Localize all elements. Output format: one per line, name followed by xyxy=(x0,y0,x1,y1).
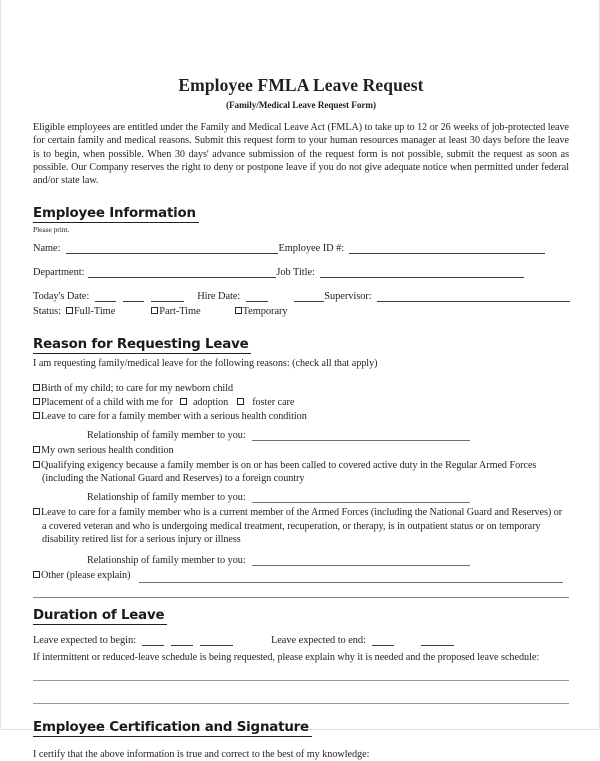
input-hire-date[interactable] xyxy=(246,290,268,302)
row-leave-dates xyxy=(33,634,569,646)
label-todays-date: Today's Date: xyxy=(33,291,90,303)
label-relationship-2: Relationship of family member to you: xyxy=(87,492,246,504)
reason-instruction: I am requesting family/medical leave for the following reasons: (check all that apply) xyxy=(33,358,378,370)
label-status-full-time: Full-Time xyxy=(73,306,116,318)
reason-option-military-caregiver xyxy=(33,506,569,546)
checkbox-reason-foster-care[interactable] xyxy=(237,398,244,405)
label-status-temporary: Temporary xyxy=(242,306,288,318)
input-relationship-3[interactable] xyxy=(252,554,470,566)
input-leave-end-year[interactable] xyxy=(421,634,454,646)
row-dates-supervisor xyxy=(33,290,569,302)
label-supervisor: Supervisor: xyxy=(324,291,372,303)
checkbox-reason-family-serious-health[interactable] xyxy=(33,412,40,419)
input-department[interactable] xyxy=(88,266,276,278)
checkbox-reason-placement[interactable] xyxy=(33,398,40,405)
reason-option-family-serious-health xyxy=(33,410,569,423)
input-leave-begin-day[interactable] xyxy=(171,634,193,646)
certification-section xyxy=(33,718,569,737)
label-job-title: Job Title: xyxy=(276,267,315,279)
reason-option-family-serious-health-label: Leave to care for a family member with a serious health condition xyxy=(41,411,307,423)
row-department-job-title xyxy=(33,266,569,278)
row-status xyxy=(33,306,569,317)
input-relationship-2[interactable] xyxy=(252,491,470,503)
row-relationship-2 xyxy=(33,491,569,503)
row-relationship-3 xyxy=(33,554,569,566)
explanation-write-line-2[interactable] xyxy=(33,703,569,704)
label-hire-date: Hire Date: xyxy=(197,291,241,303)
checkbox-status-part-time[interactable] xyxy=(151,307,158,314)
section-heading-certification: Employee Certification and Signature xyxy=(33,720,312,737)
section-heading-reason-for-leave: Reason for Requesting Leave xyxy=(33,337,251,354)
checkbox-reason-birth[interactable] xyxy=(33,384,40,391)
label-relationship-1: Relationship of family member to you: xyxy=(87,430,246,442)
checkbox-status-full-time[interactable] xyxy=(66,307,73,314)
checkbox-status-temporary[interactable] xyxy=(235,307,242,314)
divider-above-duration xyxy=(33,597,569,598)
duration-of-leave-section xyxy=(33,606,569,625)
input-leave-begin-month[interactable] xyxy=(142,634,164,646)
reason-option-qualifying-exigency-label: Qualifying exigency because a family member is on or has been called to covered active duty in the Regular Armed Forces (including the National Guard and Reserves) to a foreign country xyxy=(41,459,537,485)
label-relationship-3: Relationship of family member to you: xyxy=(87,555,246,567)
checkbox-reason-military-caregiver[interactable] xyxy=(33,508,40,515)
checkbox-reason-other[interactable] xyxy=(33,571,40,578)
reason-option-own-serious-health xyxy=(33,444,569,457)
explanation-write-line-1[interactable] xyxy=(33,680,569,681)
reason-option-birth xyxy=(33,382,569,395)
reason-for-leave-section xyxy=(33,335,569,354)
input-job-title[interactable] xyxy=(320,266,524,278)
label-leave-begin: Leave expected to begin: xyxy=(33,634,136,646)
checkbox-reason-adoption[interactable] xyxy=(180,398,187,405)
label-name: Name: xyxy=(33,243,61,255)
reason-option-adoption-label: adoption xyxy=(192,396,229,408)
input-supervisor[interactable] xyxy=(377,290,570,302)
label-leave-end: Leave expected to end: xyxy=(270,634,366,646)
label-department: Department: xyxy=(33,267,85,279)
input-hire-date-extra[interactable] xyxy=(294,290,324,302)
certification-statement: I certify that the above information is true and correct to the best of my knowledge: xyxy=(33,748,370,760)
reason-option-other-label: Other (please explain) xyxy=(41,570,131,582)
input-todays-date-year[interactable] xyxy=(151,290,184,302)
label-status: Status: xyxy=(33,306,61,318)
reason-option-qualifying-exigency xyxy=(33,459,569,486)
input-name[interactable] xyxy=(66,242,278,254)
input-leave-end-month[interactable] xyxy=(372,634,394,646)
reason-option-placement xyxy=(33,396,569,409)
checkbox-reason-own-serious-health[interactable] xyxy=(33,446,40,453)
input-relationship-1[interactable] xyxy=(252,429,470,441)
label-employee-id: Employee ID #: xyxy=(278,243,345,255)
section-heading-employee-information: Employee Information xyxy=(33,206,199,223)
reason-option-birth-label: Birth of my child; to care for my newborn child xyxy=(41,382,234,394)
input-employee-id[interactable] xyxy=(349,242,545,254)
input-todays-date-month[interactable] xyxy=(95,290,116,302)
row-name-employee-id xyxy=(33,242,569,254)
input-todays-date-day[interactable] xyxy=(123,290,144,302)
reason-option-own-serious-health-label: My own serious health condition xyxy=(41,445,174,457)
reason-option-other xyxy=(33,569,569,582)
row-relationship-1 xyxy=(33,429,569,441)
reason-option-foster-care-label: foster care xyxy=(252,396,295,408)
reason-option-military-caregiver-label: Leave to care for a family member who is a current member of the Armed Forces (including the National Guard and Reserves) or a covered veteran and who is undergoing medical treatment, recuperation, or therapy, is in outpatient status or on temporary disability retired list for a serious injury or illness xyxy=(41,507,563,545)
page-subtitle: (Family/Medical Leave Request Form) xyxy=(225,100,377,111)
label-status-part-time: Part-Time xyxy=(159,306,201,318)
input-reason-other-explanation[interactable] xyxy=(139,571,563,583)
input-leave-begin-year[interactable] xyxy=(200,634,233,646)
checkbox-reason-qualifying-exigency[interactable] xyxy=(33,461,40,468)
please-print-note: Please print. xyxy=(33,225,70,235)
reason-option-placement-label: Placement of a child with me for xyxy=(41,396,173,408)
intermittent-schedule-text: If intermittent or reduced-leave schedule is being requested, please explain why it is needed and the proposed leave schedule: xyxy=(33,651,540,663)
section-heading-duration-of-leave: Duration of Leave xyxy=(33,608,167,625)
document-body xyxy=(33,0,569,761)
intro-paragraph: Eligible employees are entitled under the Family and Medical Leave Act (FMLA) to take up to 12 or 26 weeks of job-protected leave for certain family and medical reasons. Submit this request form to your human resources manager at least 30 days before the leave is to begin, when possible. When 30 days' advance submission of the request form is not possible, submit the request as soon as possible. Our Company reserves the right to deny or postpone leave if you do not give adequate notice when permitted under federal and/or state law. xyxy=(33,122,569,187)
page-title: Employee FMLA Leave Request xyxy=(178,75,424,95)
employee-information-section xyxy=(33,204,569,223)
